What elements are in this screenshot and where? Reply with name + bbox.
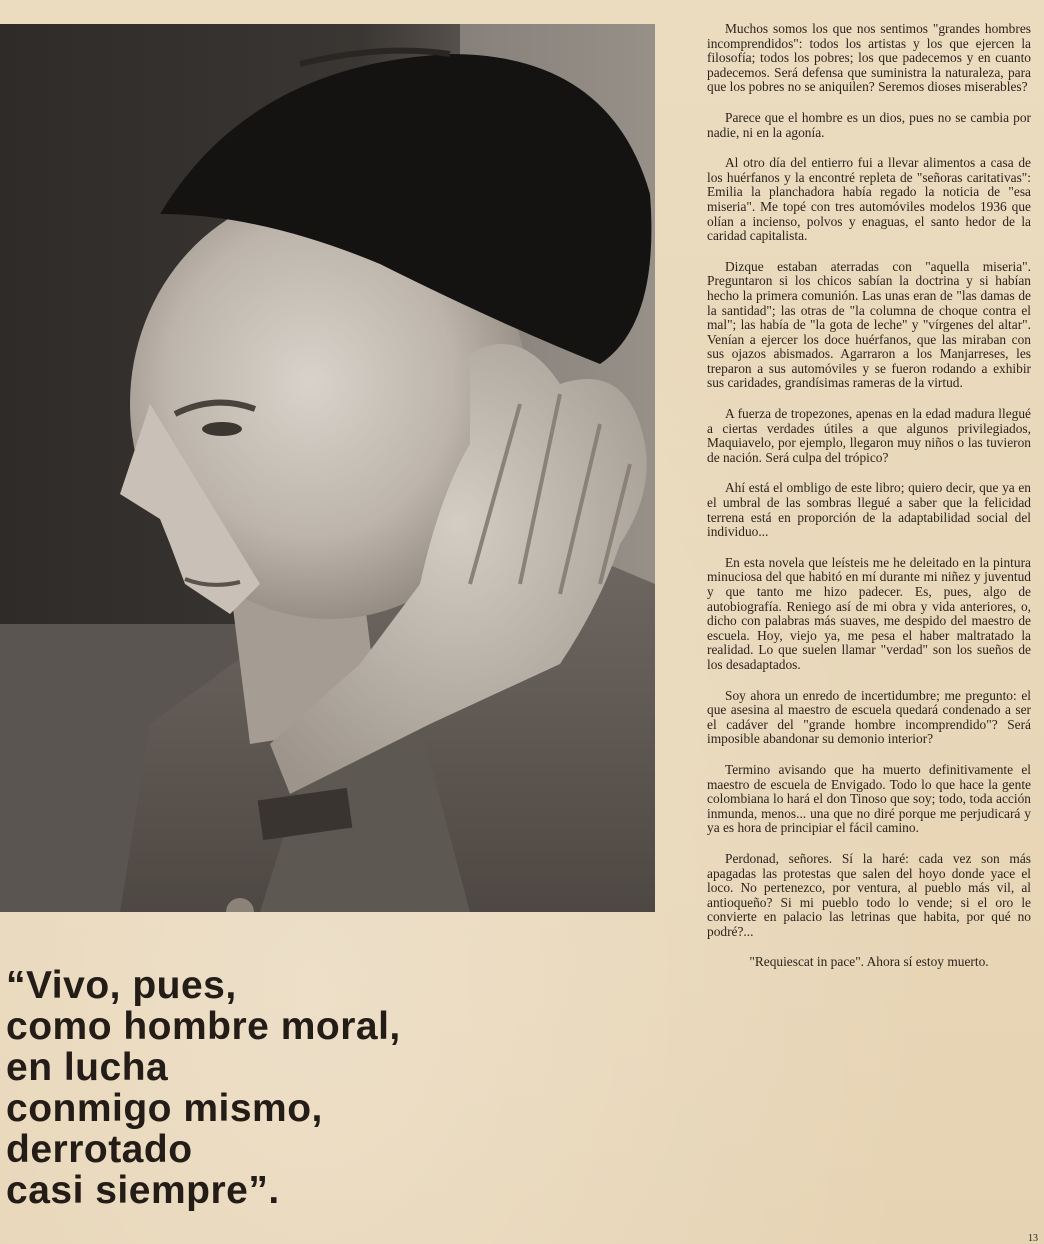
article-paragraph: Termino avisando que ha muerto definitivamente el maestro de escuela de Envigado. Todo lo que hace la gente colombiana lo hará el don Tinoso que soy; todo, toda acción inmunda, menos... una que no diré porque me perjudicará y ya es hora de principiar el fácil camino. bbox=[707, 761, 1031, 836]
article-paragraph: Parece que el hombre es un dios, pues no se cambia por nadie, ni en la agonía. bbox=[707, 109, 1031, 140]
article-paragraph: Perdonad, señores. Sí la haré: cada vez son más apagadas las protestas que salen del hoyo donde yace el loco. No pertenezco, por ventura, al pueblo más vil, al antioqueño? Si mi pueblo todo lo vende; si el oro le convierte en palacio las letrinas que habita, por qué no podré?... bbox=[707, 850, 1031, 939]
article-paragraph: Soy ahora un enredo de incertidumbre; me pregunto: el que asesina al maestro de escuela quedará condenado a ser el cadáver del "grande hombre incomprendido"? Será imposible abandonar su demonio interior? bbox=[707, 687, 1031, 747]
pull-quote-line: en lucha bbox=[6, 1046, 169, 1089]
pull-quote-line: conmigo mismo, bbox=[6, 1087, 323, 1130]
portrait-illustration bbox=[0, 24, 655, 912]
pull-quote-line: casi siempre”. bbox=[6, 1169, 280, 1212]
article-paragraph: En esta novela que leísteis me he deleitado en la pintura minuciosa del que habitó en mí durante mi niñez y juventud y que tanto me hizo padecer. Es, pues, algo de autobiografía. Reniego así de mi obra y vida anteriores, o, dicho con palabras más suaves, me despido del maestro de escuela. Hoy, viejo ya, me pesa el haber maltratado la realidad. Lo que suelen llamar "verdad" son los sueños de los desadaptados. bbox=[707, 554, 1031, 672]
portrait-photo bbox=[0, 24, 655, 912]
article-paragraph: Dizque estaban aterradas con "aquella miseria". Preguntaron si los chicos sabían la doctrina y si habían hecho la primera comunión. Las unas eran de "las damas de la santidad"; las otras de "la columna de choque contra el mal"; las había de "la gota de leche" y "vírgenes del altar". Venían a ejercer los doce huérfanos, que las miraban con sus ojazos abismados. Agarraron a los Manjarreses, les treparon a sus automóviles y se fueron rodando a exhibir sus caridades, grandísimas rameras de la virtud. bbox=[707, 258, 1031, 391]
article-paragraph: Al otro día del entierro fui a llevar alimentos a casa de los huérfanos y la encontré repleta de "señoras caritativas": Emilia la planchadora había regado la noticia de "esa miseria". Me topé con tres automóviles modelos 1936 que olían a incienso, polvos y enaguas, el santo hedor de la caridad capitalista. bbox=[707, 155, 1031, 244]
pull-quote-line: derrotado bbox=[6, 1128, 193, 1171]
pull-quote bbox=[6, 965, 466, 1211]
article-paragraph: A fuerza de tropezones, apenas en la edad madura llegué a ciertas verdades útiles a que algunos privilegiados, Maquiavelo, por ejemplo, llegaron muy niños o las tuvieron de nación. Será culpa del trópico? bbox=[707, 406, 1031, 465]
article-closing-line: "Requiescat in pace". Ahora sí estoy muerto. bbox=[749, 954, 989, 970]
pull-quote-line: “Vivo, pues, bbox=[6, 964, 237, 1007]
article-paragraph: Ahí está el ombligo de este libro; quiero decir, que ya en el umbral de las sombras llegué a saber que la felicidad terrena está en proporción de la adaptabilidad social del individuo... bbox=[707, 480, 1031, 540]
pull-quote-line: como hombre moral, bbox=[6, 1005, 401, 1048]
article-text-column bbox=[707, 22, 1031, 986]
article-paragraph: Muchos somos los que nos sentimos "grandes hombres incomprendidos": todos los artistas y los que ejercen la filosofía; todos los pobres; los que padecemos y en cuanto padecemos. Será defensa que suministra la naturaleza, para que los pobres no se aniquilen? Seremos dioses miserables? bbox=[707, 21, 1031, 95]
page-number: 13 bbox=[1028, 1233, 1038, 1244]
